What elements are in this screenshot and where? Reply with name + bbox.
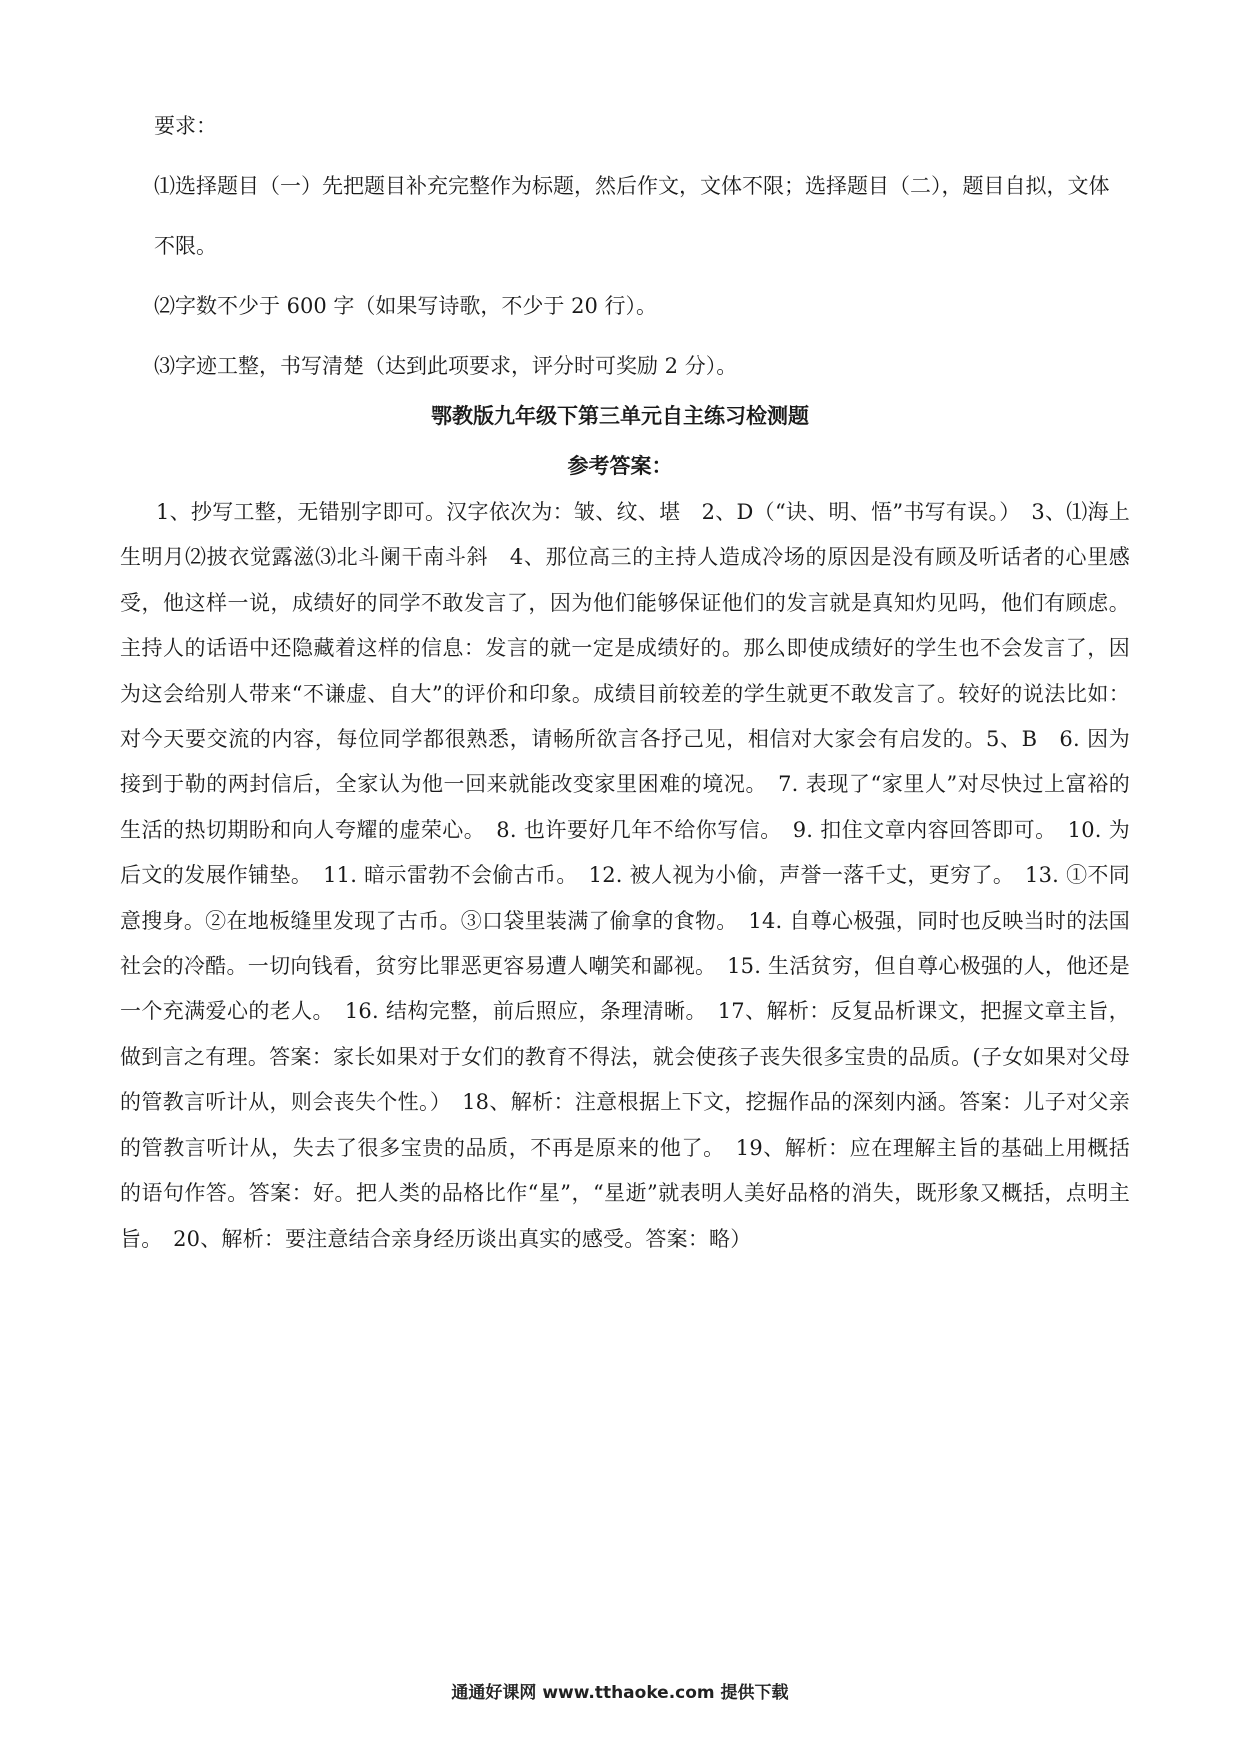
answer-section-subtitle: 参考答案： — [567, 454, 673, 478]
requirements-section — [154, 96, 1130, 396]
requirement-item-3: ⑶字迹工整，书写清楚（达到此项要求，评分时可奖励 2 分）。 — [154, 354, 738, 378]
requirements-list — [120, 156, 1130, 396]
requirement-item-1: ⑴选择题目（一）先把题目补充完整作为标题，然后作文，文体不限；选择题目（二），题目自拟，文体不限。 — [154, 174, 1110, 258]
answer-section-title: 鄂教版九年级下第三单元自主练习检测题 — [431, 404, 809, 428]
requirements-heading: 要求： — [154, 114, 217, 138]
requirement-item-2: ⑵字数不少于 600 字（如果写诗歌，不少于 20 行）。 — [154, 294, 658, 318]
answer-text: 1、抄写工整，无错别字即可。汉字依次为：皱、纹、堪 2、D（“诀、明、悟”书写有误。） 3、⑴海上生明月⑵披衣觉露滋⑶北斗阑干南斗斜 4、那位高三的主持人造成冷场的原因是没有顾及听话者的心里感受，他这样一说，成绩好的同学不敢发言了，因为他们能够保证他们的发言就是真知灼见吗，他们有顾虑。主持人的话语中还隐藏着这样的信息：发言的就一定是成绩好的。那么即使成绩好的学生也不会发言了，因为这会给别人带来“不谦虚、自大”的评价和印象。成绩目前较差的学生就更不敢发言了。较好的说法比如：对今天要交流的内容，每位同学都很熟悉，请畅所欲言各抒己见，相信对大家会有启发的。5、B 6. 因为接到于勒的两封信后，全家认为他一回来就能改变家里困难的境况。 7. 表现了“家里人”对尽快过上富裕的生活的热切期盼和向人夸耀的虚荣心。 8. 也许要好几年不给你写信。 9. 扣住文章内容回答即可。 10. 为后文的发展作铺垫。 11. 暗示雷勃不会偷古币。 12. 被人视为小偷，声誉一落千丈，更穷了。 13. ①不同意搜身。②在地板缝里发现了古币。③口袋里装满了偷拿的食物。 14. 自尊心极强，同时也反映当时的法国社会的冷酷。一切向钱看，贫穷比罪恶更容易遭人嘲笑和鄙视。 15. 生活贫穷，但自尊心极强的人，他还是一个充满爱心的老人。 16. 结构完整，前后照应，条理清晰。 17、解析：反复品析课文，把握文章主旨，做到言之有理。答案：家长如果对于女们的教育不得法，就会使孩子丧失很多宝贵的品质。(子女如果对父母的管教言听计从，则会丧失个性。） 18、解析：注意根据上下文，挖掘作品的深刻内涵。答案：儿子对父亲的管教言听计从，失去了很多宝贵的品质，不再是原来的他了。 19、解析：应在理解主旨的基础上用概括的语句作答。答案：好。把人类的品格比作“星”，“星逝”就表明人美好品格的消失，既形象又概括，点明主旨。 20、解析：要注意结合亲身经历谈出真实的感受。答案：略） — [120, 500, 1130, 1251]
footer-source: 通通好课网 www.tthaoke.com 提供下载 — [451, 1683, 789, 1703]
